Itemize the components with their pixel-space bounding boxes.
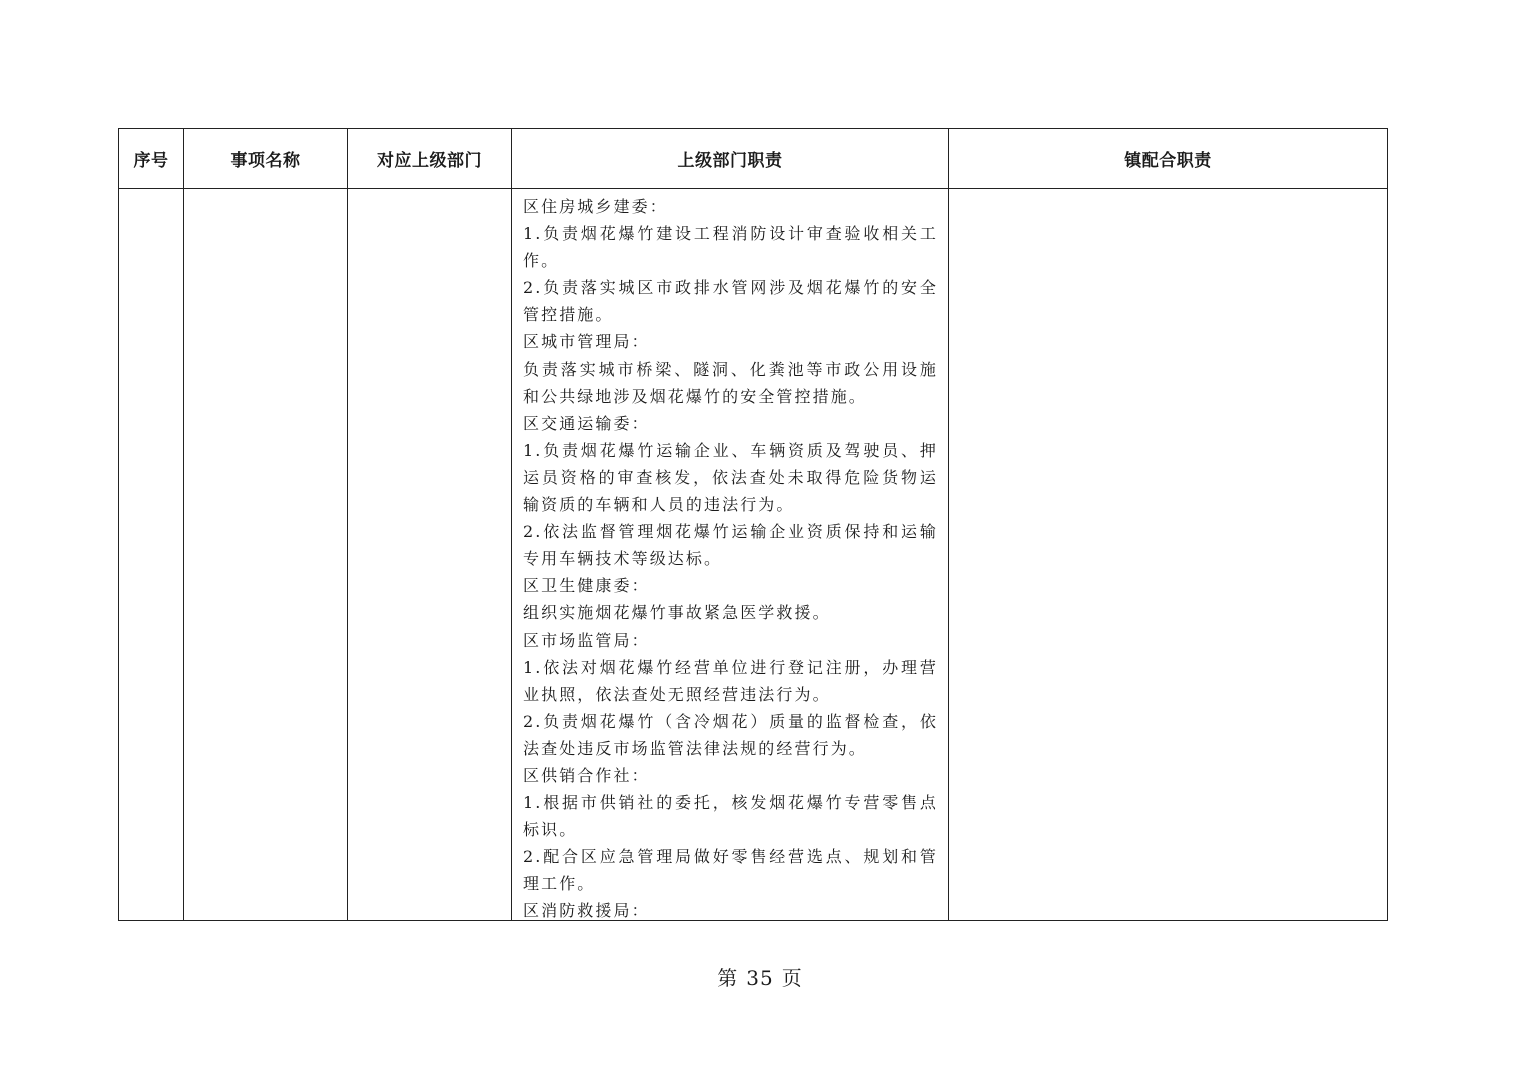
duty-line: 区交通运输委：	[523, 413, 650, 433]
duty-line: 2.负责落实城区市政排水管网涉及烟花爆竹的安全管控措施。	[523, 278, 938, 325]
table-header-row	[119, 129, 1388, 189]
duty-line: 区城市管理局：	[523, 332, 650, 352]
duty-line: 区消防救援局：	[523, 901, 650, 920]
superior-duties-text	[512, 189, 948, 920]
cell-item-name	[184, 189, 348, 921]
duty-line: 区住房城乡建委：	[523, 197, 668, 216]
duty-table	[118, 128, 1388, 921]
duty-line: 2.负责烟花爆竹（含冷烟花）质量的监督检查，依法查处违反市场监管法律法规的经营行为。	[523, 711, 938, 758]
header-item-name: 事项名称	[184, 129, 348, 189]
duty-line: 1.根据市供销社的委托，核发烟花爆竹专营零售点标识。	[523, 793, 938, 840]
header-town-duties: 镇配合职责	[949, 129, 1388, 189]
duty-line: 区供销合作社：	[523, 765, 650, 785]
page-number: 35	[746, 966, 774, 990]
header-seq: 序号	[119, 129, 184, 189]
header-superior-duties: 上级部门职责	[512, 129, 949, 189]
duty-line: 组织实施烟花爆竹事故紧急医学救援。	[523, 603, 831, 623]
cell-seq	[119, 189, 184, 921]
page-suffix: 页	[781, 966, 803, 990]
duty-line: 1.负责烟花爆竹运输企业、车辆资质及驾驶员、押运员资格的审查核发，依法查处未取得危险货物运输资质的车辆和人员的违法行为。	[523, 440, 938, 515]
duty-line: 1.依法对烟花爆竹经营单位进行登记注册，办理营业执照，依法查处无照经营违法行为。	[523, 657, 938, 704]
duty-line: 2.配合区应急管理局做好零售经营选点、规划和管理工作。	[523, 847, 938, 894]
page-prefix: 第	[717, 966, 739, 990]
header-superior-dept: 对应上级部门	[348, 129, 512, 189]
cell-superior-duties	[512, 189, 949, 921]
duty-line: 负责落实城市桥梁、隧洞、化粪池等市政公用设施和公共绿地涉及烟花爆竹的安全管控措施。	[523, 359, 938, 406]
table-row	[119, 189, 1388, 921]
duty-line: 区市场监管局：	[523, 630, 650, 650]
cell-superior-dept	[348, 189, 512, 921]
cell-town-duties	[949, 189, 1388, 921]
duty-line: 2.依法监督管理烟花爆竹运输企业资质保持和运输专用车辆技术等级达标。	[523, 522, 938, 569]
page-footer	[0, 962, 1520, 991]
duty-line: 区卫生健康委：	[523, 576, 650, 596]
duty-line: 1.负责烟花爆竹建设工程消防设计审查验收相关工作。	[523, 224, 938, 271]
